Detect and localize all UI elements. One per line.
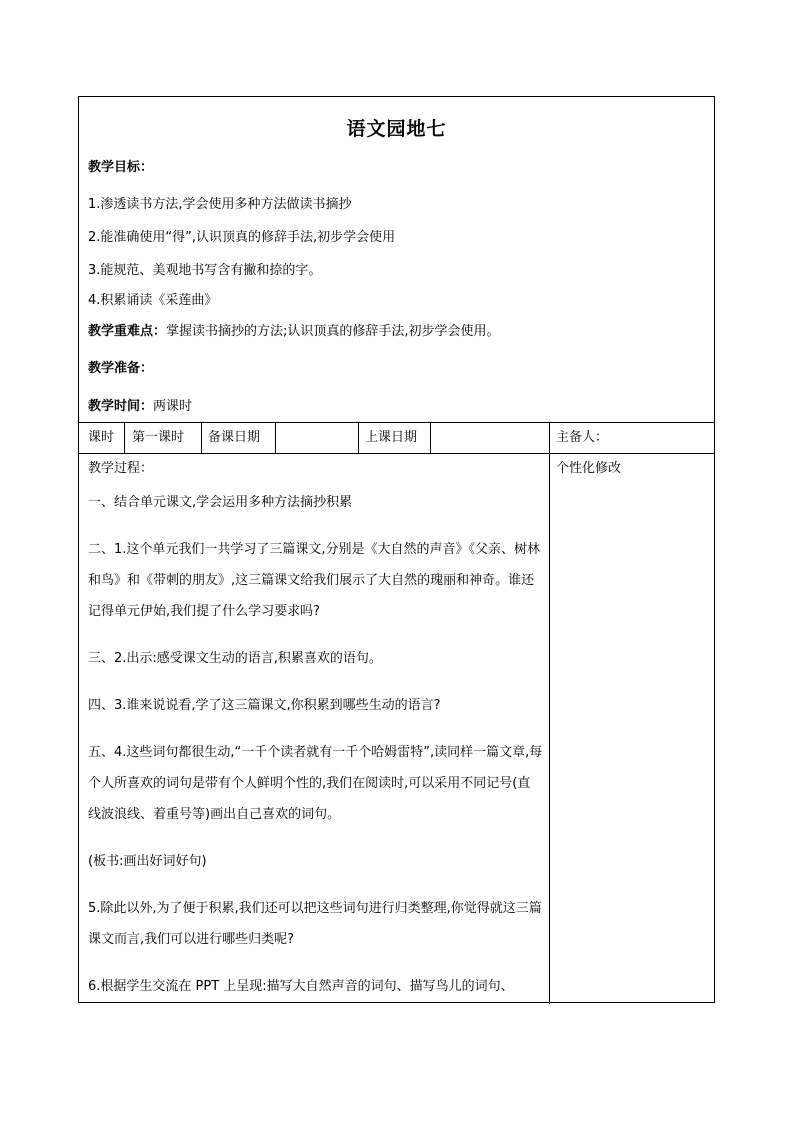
process-step: 四、3.谁来说说看,学了这三篇课文,你积累到哪些生动的语言? [88,698,441,713]
prep-date-label: 备课日期 [208,430,261,445]
process-step: 5.除此以外,为了便于积累,我们还可以把这些词句进行归类整理,你觉得就这三篇课文而言,我们可以进行哪些归类呢? [88,901,542,947]
key-points-label: 教学重难点： [88,324,167,339]
column-divider [275,422,276,453]
process-step: (板书:画出好词好句) [88,854,207,869]
key-points [88,324,500,340]
process-label: 教学过程： [88,461,154,476]
process-step: 三、2.出示:感受课文生动的语言,积累喜欢的语句。 [88,651,382,666]
lesson-label: 课时 [88,430,115,445]
row-divider [79,422,714,423]
objective-item: 2.能准确使用“得”,认识顶真的修辞手法,初步学会使用 [88,230,396,245]
column-divider [430,422,431,453]
class-date-label: 上课日期 [365,430,418,445]
page-title: 语文园地七 [346,118,447,140]
column-divider [124,422,125,453]
column-divider [201,422,202,453]
process-step: 二、1.这个单元我们一共学习了三篇课文,分别是《大自然的声音》《父亲、树林和鸟》和《带刺的朋友》,这三篇课文给我们展示了大自然的瑰丽和神奇。谁还记得单元伊始,我们提了什么学习要求吗? [88,542,541,619]
time-label: 教学时间： [88,399,154,414]
lesson-value: 第一课时 [132,430,185,445]
objective-item: 4.积累诵读《采莲曲》 [88,293,218,308]
key-points-value: 掌握读书摘抄的方法;认识顶真的修辞手法,初步学会使用。 [166,324,500,339]
objectives-label: 教学目标： [88,160,154,175]
time-row [88,399,192,415]
lesson-plan-table [78,96,715,1003]
preparer-label: 主备人： [556,430,609,445]
personal-notes-label: 个性化修改 [556,461,622,476]
process-step: 五、4.这些词句都很生动,“一千个读者就有一千个哈姆雷特”,读同样一篇文章,每个人所喜欢的词句是带有个人鲜明个性的,我们在阅读时,可以采用不同记号(直线波浪线、着重号等)画出自己喜欢的词句。 [88,745,543,822]
process-step: 6.根据学生交流在 PPT 上呈现:描写大自然声音的词句、描写鸟儿的词句、 [88,979,514,994]
column-divider [358,422,359,453]
preparation-label: 教学准备： [88,361,154,376]
objective-item: 1.渗透读书方法,学会使用多种方法做读书摘抄 [88,197,352,212]
column-divider [549,422,550,1004]
process-step: 一、结合单元课文,学会运用多种方法摘抄积累 [88,495,353,510]
time-value: 两课时 [153,399,193,414]
objective-item: 3.能规范、美观地书写含有撇和捺的字。 [88,263,322,278]
row-divider [79,453,714,454]
